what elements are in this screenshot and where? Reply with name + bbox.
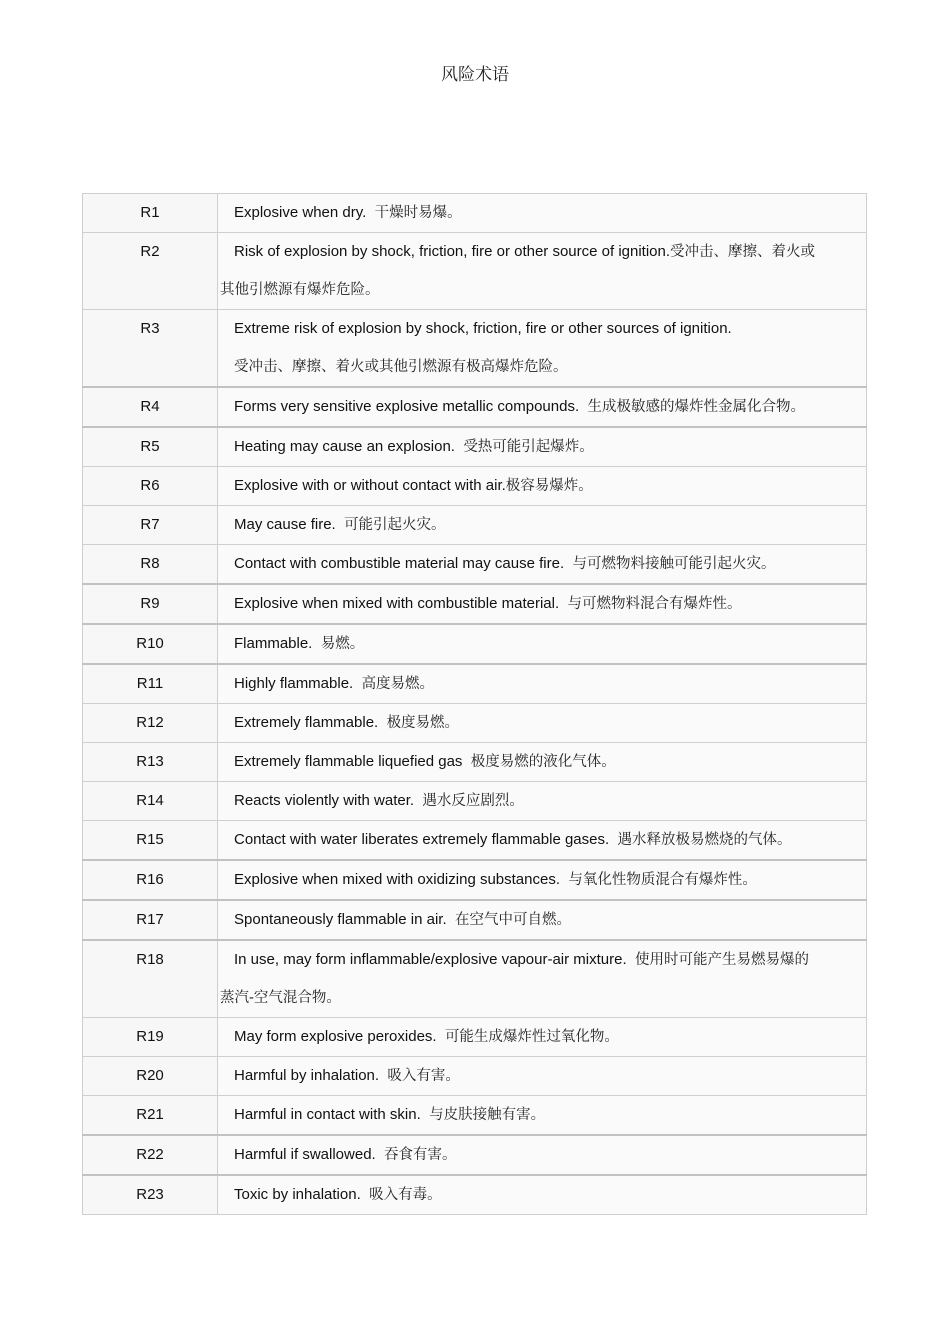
table-row (83, 194, 867, 233)
chinese-text: 极度易燃。 (386, 715, 460, 731)
english-text: May cause fire. (234, 516, 336, 533)
english-text: Highly flammable. (234, 675, 354, 692)
table-row (83, 467, 867, 506)
chinese-text: 使用时可能产生易燃易爆的 (635, 952, 809, 968)
table-row (83, 506, 867, 545)
english-text: Explosive when mixed with combustible material. (234, 595, 560, 612)
risk-description (218, 940, 867, 1018)
english-text: Heating may cause an explosion. (234, 438, 455, 455)
table-row (83, 624, 867, 664)
risk-description (218, 1057, 867, 1096)
risk-code: R15 (83, 821, 218, 861)
risk-description (218, 821, 867, 861)
table-row (83, 387, 867, 427)
table-row (83, 940, 867, 1018)
risk-code: R20 (83, 1057, 218, 1096)
chinese-text: 极容易爆炸。 (505, 478, 593, 494)
english-text: Extremely flammable. (234, 714, 379, 731)
table-row (83, 1096, 867, 1136)
risk-description (218, 310, 867, 388)
risk-code: R16 (83, 860, 218, 900)
table-row (83, 704, 867, 743)
english-text: May form explosive peroxides. (234, 1028, 437, 1045)
risk-description (218, 506, 867, 545)
chinese-text: 与皮肤接触有害。 (429, 1107, 546, 1123)
risk-description (218, 1135, 867, 1175)
chinese-text: 与可燃物料接触可能引起火灾。 (572, 556, 776, 572)
risk-code: R7 (83, 506, 218, 545)
chinese-text: 可能生成爆炸性过氧化物。 (444, 1029, 619, 1045)
table-row (83, 233, 867, 310)
table-row (83, 664, 867, 704)
risk-description (218, 194, 867, 233)
table-row (83, 743, 867, 782)
risk-description (218, 1018, 867, 1057)
risk-description (218, 900, 867, 940)
risk-description (218, 1096, 867, 1136)
chinese-text: 易燃。 (320, 636, 365, 652)
table-row (83, 1175, 867, 1215)
chinese-text: 吞食有害。 (384, 1147, 457, 1163)
chinese-text: 与氧化性物质混合有爆炸性。 (568, 872, 757, 888)
chinese-text: 可能引起火灾。 (344, 517, 446, 533)
english-text: Contact with water liberates extremely flammable gases. (234, 831, 610, 848)
chinese-text-continued: 受冲击、摩擦、着火或其他引燃源有极高爆炸危险。 (234, 359, 568, 375)
english-text: Forms very sensitive explosive metallic compounds. (234, 398, 580, 415)
risk-description (218, 387, 867, 427)
risk-code: R3 (83, 310, 218, 388)
risk-code: R18 (83, 940, 218, 1018)
english-text: Extremely flammable liquefied gas (234, 753, 463, 770)
risk-code: R23 (83, 1175, 218, 1215)
english-text: Harmful in contact with skin. (234, 1106, 421, 1123)
english-text: Explosive when mixed with oxidizing substances. (234, 871, 560, 888)
risk-code: R21 (83, 1096, 218, 1136)
risk-description (218, 860, 867, 900)
risk-description (218, 584, 867, 624)
risk-phrase-table (82, 193, 867, 1215)
english-text: Reacts violently with water. (234, 792, 415, 809)
table-row (83, 821, 867, 861)
table-row (83, 427, 867, 467)
english-text: Flammable. (234, 635, 313, 652)
english-text: Risk of explosion by shock, friction, fire or other source of ignition. (234, 243, 671, 260)
risk-code: R9 (83, 584, 218, 624)
page-title: 风险术语 (441, 65, 509, 85)
table-row (83, 584, 867, 624)
english-text: Harmful by inhalation. (234, 1067, 380, 1084)
chinese-text: 受冲击、摩擦、着火或 (670, 244, 816, 260)
chinese-text: 干燥时易爆。 (374, 205, 462, 221)
english-text: Explosive with or without contact with air. (234, 477, 506, 494)
risk-code: R12 (83, 704, 218, 743)
risk-code: R14 (83, 782, 218, 821)
chinese-text: 吸入有害。 (387, 1068, 460, 1084)
chinese-text: 与可燃物料混合有爆炸性。 (567, 596, 742, 612)
table-row (83, 860, 867, 900)
risk-code: R13 (83, 743, 218, 782)
risk-description (218, 624, 867, 664)
risk-description (218, 782, 867, 821)
risk-description (218, 545, 867, 585)
chinese-text: 受热可能引起爆炸。 (463, 439, 594, 455)
english-text: Extreme risk of explosion by shock, friction, fire or other sources of ignition. (234, 320, 732, 337)
risk-code: R2 (83, 233, 218, 310)
english-text: Explosive when dry. (234, 204, 367, 221)
risk-description (218, 704, 867, 743)
risk-code: R4 (83, 387, 218, 427)
risk-description (218, 233, 867, 310)
table-row (83, 1018, 867, 1057)
risk-description (218, 427, 867, 467)
chinese-text: 在空气中可自燃。 (454, 912, 571, 928)
chinese-text: 遇水反应剧烈。 (422, 793, 524, 809)
table-row (83, 782, 867, 821)
chinese-text: 吸入有毒。 (369, 1187, 442, 1203)
english-text: In use, may form inflammable/explosive vapour-air mixture. (234, 951, 627, 968)
english-text: Spontaneously flammable in air. (234, 911, 447, 928)
risk-code: R17 (83, 900, 218, 940)
table-row (83, 545, 867, 585)
risk-code: R1 (83, 194, 218, 233)
risk-code: R22 (83, 1135, 218, 1175)
table-row (83, 1135, 867, 1175)
risk-code: R19 (83, 1018, 218, 1057)
risk-code: R8 (83, 545, 218, 585)
risk-code: R6 (83, 467, 218, 506)
risk-code: R10 (83, 624, 218, 664)
table-row (83, 310, 867, 388)
chinese-text: 高度易燃。 (361, 676, 435, 692)
table-row (83, 900, 867, 940)
chinese-text: 极度易燃的液化气体。 (470, 754, 616, 770)
chinese-text: 生成极敏感的爆炸性金属化合物。 (587, 399, 805, 415)
chinese-text-continued: 其他引燃源有爆炸危险。 (220, 282, 380, 298)
risk-description (218, 664, 867, 704)
risk-description (218, 743, 867, 782)
risk-description (218, 467, 867, 506)
risk-description (218, 1175, 867, 1215)
chinese-text: 遇水释放极易燃烧的气体。 (617, 832, 792, 848)
risk-code: R5 (83, 427, 218, 467)
chinese-text-continued: 蒸汽-空气混合物。 (220, 990, 341, 1006)
english-text: Toxic by inhalation. (234, 1186, 361, 1203)
english-text: Contact with combustible material may cause fire. (234, 555, 565, 572)
english-text: Harmful if swallowed. (234, 1146, 376, 1163)
risk-code: R11 (83, 664, 218, 704)
table-row (83, 1057, 867, 1096)
